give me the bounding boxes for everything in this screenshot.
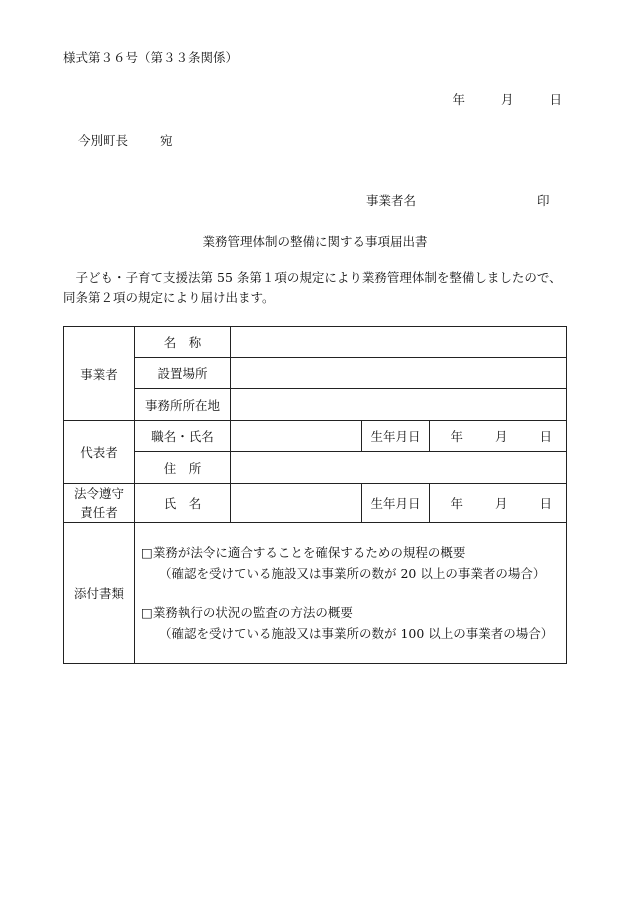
representative-address-field[interactable]: [231, 452, 567, 484]
attachment-item: [141, 602, 566, 623]
business-name-field[interactable]: [231, 327, 567, 358]
representative-title-name-field[interactable]: [231, 421, 362, 452]
addressee-name: 今別町長: [78, 133, 129, 148]
seal-mark: 印: [537, 193, 550, 208]
compliance-birth-field[interactable]: [430, 484, 567, 523]
compliance-officer-header: [64, 484, 135, 523]
body-text: [63, 268, 568, 308]
attachment-note: （確認を受けている施設又は事業所の数が 20 以上の事業者の場合）: [159, 566, 546, 581]
table-row: [64, 327, 567, 358]
table-row: [64, 389, 567, 421]
date-day-label: 日: [549, 92, 562, 107]
table-row: [64, 452, 567, 484]
birth-year-unit: 年: [450, 429, 464, 444]
business-name-label: 名 称: [135, 327, 231, 358]
submission-date: [453, 90, 562, 108]
compliance-name-field[interactable]: [231, 484, 362, 523]
table-row: [64, 358, 567, 389]
representative-birth-field[interactable]: [430, 421, 567, 452]
attachment-text: 業務が法令に適合することを確保するための規程の概要: [152, 545, 466, 560]
representative-birth-label: 生年月日: [362, 421, 430, 452]
attachments-header: 添付書類: [64, 523, 135, 664]
table-row: [64, 484, 567, 523]
birth-year-unit: 年: [450, 496, 464, 511]
compliance-name-label: 氏 名: [135, 484, 231, 523]
applicant-name-label: 事業者名: [366, 193, 417, 208]
date-month-label: 月: [501, 92, 514, 107]
representative-header: 代表者: [64, 421, 135, 484]
office-address-field[interactable]: [231, 389, 567, 421]
form-number: 様式第３６号（第３３条関係）: [63, 50, 239, 65]
compliance-header-line1: 法令遵守: [73, 486, 124, 501]
attachment-note: （確認を受けている施設又は事業所の数が 100 以上の事業者の場合）: [159, 626, 554, 641]
attachments-list: [135, 523, 567, 664]
form-table: [63, 326, 567, 664]
representative-title-name-label: 職名・氏名: [135, 421, 231, 452]
table-row: [64, 421, 567, 452]
date-year-label: 年: [452, 92, 466, 107]
business-header: 事業者: [64, 327, 135, 421]
document-title: 業務管理体制の整備に関する事項届出書: [202, 234, 428, 249]
compliance-birth-label: 生年月日: [362, 484, 430, 523]
business-location-label: 設置場所: [135, 358, 231, 389]
table-row: [64, 523, 567, 664]
body-paragraph: 子ども・子育て支援法第 55 条第１項の規定により業務管理体制を整備しましたので、同条第２項の規定により届け出ます。: [63, 270, 562, 305]
addressee: [78, 131, 173, 149]
birth-day-unit: 日: [539, 496, 553, 511]
attachment-checkbox[interactable]: □: [141, 605, 153, 620]
birth-day-unit: 日: [539, 429, 553, 444]
attachment-text: 業務執行の状況の監査の方法の概要: [152, 605, 353, 620]
attachment-checkbox[interactable]: □: [141, 545, 153, 560]
compliance-header-line2: 責任者: [80, 505, 118, 520]
representative-address-label: 住 所: [135, 452, 231, 484]
addressee-suffix: 宛: [159, 133, 173, 148]
birth-month-unit: 月: [495, 429, 508, 444]
business-location-field[interactable]: [231, 358, 567, 389]
office-address-label: 事務所所在地: [135, 389, 231, 421]
birth-month-unit: 月: [495, 496, 508, 511]
attachment-item: [141, 542, 566, 563]
